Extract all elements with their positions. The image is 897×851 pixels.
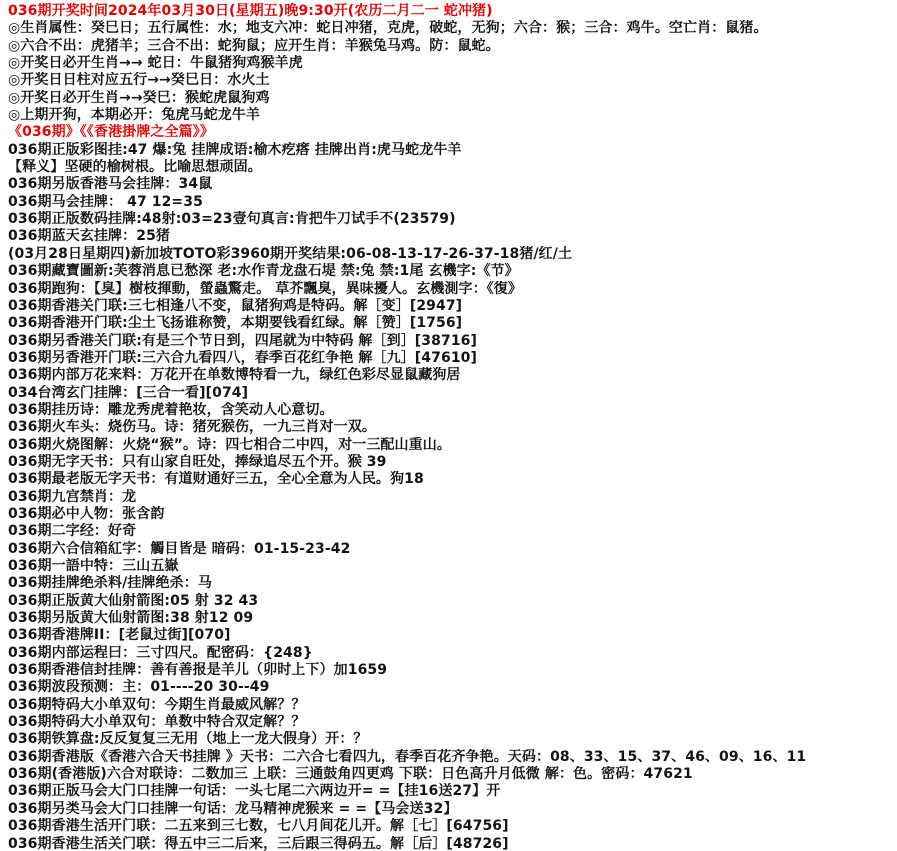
text-line: 【释义】坚硬的榆树根。比喻思想顽固。 [8, 159, 262, 176]
text-line: 036期蓝天玄挂牌：25猪 [8, 228, 171, 245]
text-line: 036期香港牌II：[老鼠过街][070] [8, 627, 231, 644]
text-line: ◎上期开狗，本期必开：兔虎马蛇龙牛羊 [8, 107, 261, 124]
text-line: 036期正版数码挂牌:48射:03=23壹句真言:肯把牛刀试手不(23579) [8, 211, 456, 228]
text-line: 036期必中人物：张含韵 [8, 505, 165, 522]
text-line: 036期香港版《香港六合天书挂牌 》天书：二六合七看四九，春季百花齐争艳。天码：08、33、15、37、46、09、16、11 [8, 748, 807, 765]
text-line: 036期六合信箱紅字：觸目皆是 暗码：01-15-23-42 [8, 540, 351, 557]
text-line: 036期挂牌绝杀料/挂牌绝杀：马 [8, 575, 212, 592]
text-line: 036期香港信封挂牌：善有善报是羊儿（卯时上下）加1659 [8, 662, 388, 679]
text-line: 036期正版黄大仙射箭图:05 射 32 43 [8, 592, 259, 609]
text-line: (03月28日星期四)新加坡TOTO彩3960期开奖结果:06-08-13-17-26-37-18猪/红/土 [8, 245, 573, 262]
text-line: 036期二字经：好奇 [8, 523, 137, 540]
text-line: ◎生肖属性：癸巳日；五行属性：水；地支六冲：蛇日冲猪，克虎，破蛇，无狗；六合：猴；三合：鸡牛。空亡肖：鼠猪。 [8, 20, 768, 37]
text-line: 036期最老版无字天书：有道财通好三五，全心全意为人民。狗18 [8, 471, 424, 488]
text-line: 036期跑狗：【臭】樹枝揮動，螢蟲驚走。 草芥飄臭，異味擾人。玄機測字：《復》 [8, 280, 522, 297]
text-line: 036期藏寶圖新:芙蓉消息已愁深 老:水作青龙盘石堤 禁:兔 禁:1尾 玄機字:《节》 [8, 263, 519, 280]
text-line: 036期特码大小单双句：今期生肖最威风解？？ [8, 696, 306, 713]
text-line: 036期(香港版)六合对联诗：二数加三 上联：三通鼓角四更鸡 下联：日色高升月低微 解：色。密码：47621 [8, 766, 693, 783]
text-line: 036期另香港开门联:三六合九看四八，春季百花红争艳 解［九］[47610] [8, 349, 477, 366]
text-line: 036期铁算盘:反反复复三无用（地上一龙大假身）开：？ [8, 731, 368, 748]
text-line: 036期九宫禁肖：龙 [8, 488, 137, 505]
text-line: ◎开奖日必开生肖→→ 蛇日：牛鼠猪狗鸡猴羊虎 [8, 55, 303, 72]
text-line: ◎六合不出：虎猪羊；三合不出：蛇狗鼠；应开生肖：羊猴兔马鸡。防：鼠蛇。 [8, 37, 500, 54]
text-line: 036期香港开门联:尘土飞扬谁称赞，本期要钱看红绿。解［赞］[1756] [8, 315, 463, 332]
text-line: ◎开奖日必开生肖→→癸巳：猴蛇虎鼠狗鸡 [8, 89, 270, 106]
text-line: 036期一語中特：三山五嶽 [8, 558, 179, 574]
text-line: 036期正版马会大门口挂牌一句话：一头七尾二六两边开= =【挂16送27】开 [8, 783, 501, 800]
text-line: 036期火车头：烧伤马。诗：猪死猴伤，一九三肖对一双。 [8, 419, 376, 436]
text-line: 036期无字天书：只有山家自旺处，捧绿追尽五个开。猴 39 [8, 453, 387, 470]
text-line: 036期另版香港马会挂牌：34鼠 [8, 176, 213, 193]
text-line: 036期香港生活开门联：二五来到三七数，七八月间花儿开。解［七］[64756] [8, 818, 509, 835]
text-line: 036期马会挂牌： 47 12=35 [8, 193, 203, 210]
text-line: 036期另版黄大仙射箭图:38 射12 09 [8, 610, 254, 627]
text-line: 036期内部万花来料：万花开在单数博特看一九，绿红色彩尽显鼠藏狗居 [8, 367, 461, 384]
text-line: 036期挂历诗：雕龙秀虎着艳妆，含笑动人心意切。 [8, 401, 334, 418]
text-line: 036期另香港关门联:有是三个节日到，四尾就为中特码 解［到］[38716] [8, 332, 477, 349]
text-line: 034台湾玄门挂牌：[三合一看][074] [8, 384, 249, 401]
text-line: 036期特码大小单双句：单数中特合双定解？？ [8, 714, 306, 731]
section-heading: 《036期》《《香港掛牌之全篇》》 [8, 124, 214, 141]
text-line: ◎开奖日日柱对应五行→→癸巳日：水火土 [8, 72, 270, 89]
text-line: 036期正版彩图挂:47 爆:兔 挂牌成语:榆木疙瘩 挂牌出肖:虎马蛇龙牛羊 [8, 141, 462, 158]
text-line: 036期内部运程曰：三寸四尺。配密码：{248} [8, 644, 313, 661]
text-line: 036期另类马会大门口挂牌一句话：龙马精神虎猴来 = =【马会送32】 [8, 800, 458, 817]
text-line: 036期波段预测：主：01----20 30--49 [8, 679, 270, 696]
text-line: 036期香港关门联:三七相逢八不变，鼠猪狗鸡是特码。解［变］[2947] [8, 297, 463, 314]
draw-time-header: 036期开奖时间2024年03月30日(星期五)晚9:30开(农历二月二一 蛇冲猪) [8, 3, 493, 19]
text-line: 036期火烧图解：火烧“猴”。诗：四七相合二中四，对一三配山重山。 [8, 436, 451, 453]
text-line: 036期香港生活关门联：得五中三二后来，三后跟三得码五。解［后］[48726] [8, 835, 509, 851]
